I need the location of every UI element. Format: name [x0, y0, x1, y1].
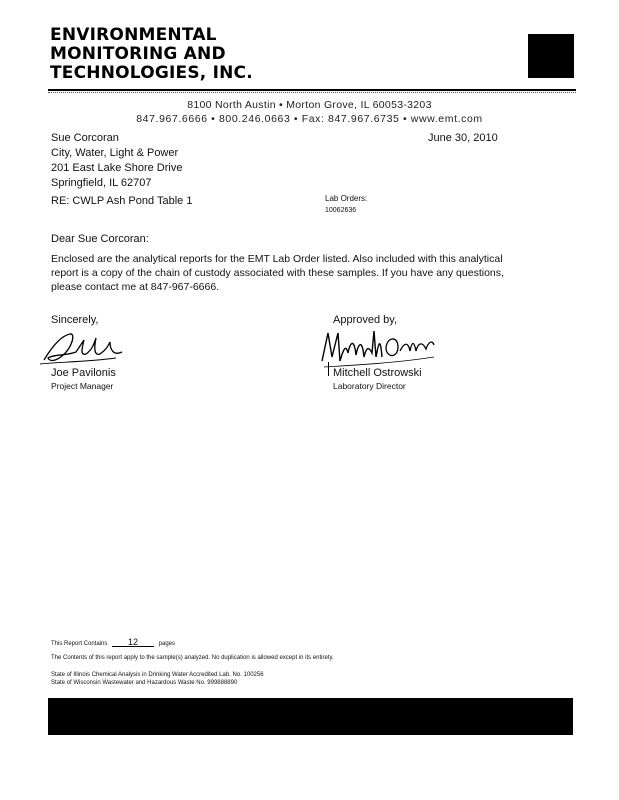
signer-left-name: Joe Pavilonis [51, 367, 116, 379]
recipient-block [51, 131, 182, 191]
recipient-org: City, Water, Light & Power [51, 147, 179, 159]
salutation: Dear Sue Corcoran: [51, 233, 149, 245]
contents-note: The Contents of this report apply to the sample(s) analyzed. No duplication is allowed except in its entirety. [51, 655, 334, 661]
recipient-street: 201 East Lake Shore Drive [51, 162, 183, 174]
signature-bar [328, 362, 329, 376]
footer-bar [48, 698, 573, 735]
re-line: RE: CWLP Ash Pond Table 1 [51, 195, 193, 207]
illinois-accreditation: State of Illinois Chemical Analysis in Drinking Water Accredited Lab. No. 100256 [51, 672, 264, 678]
recipient-city: Springfield, IL 62707 [51, 177, 152, 189]
page-count-prefix: This Report Contains [51, 641, 108, 647]
company-address: 8100 North Austin • Morton Grove, IL 60053-3203 [187, 99, 432, 111]
company-line-3: TECHNOLOGIES, INC. [50, 63, 253, 83]
signer-right-name: Mitchell Ostrowski [333, 367, 422, 379]
lab-orders-label: Lab Orders: [325, 194, 368, 203]
letterhead-divider-dotted [48, 92, 576, 93]
company-line-2: MONITORING AND [50, 44, 226, 64]
company-contact: 847.967.6666 • 800.246.0663 • Fax: 847.967.6735 • www.emt.com [136, 113, 483, 125]
page-count-line [51, 638, 175, 648]
signature-left [36, 326, 136, 368]
wisconsin-accreditation: State of Wisconsin Wastewater and Hazardous Waste No. 999888890 [51, 680, 238, 686]
letterhead-divider [48, 89, 576, 91]
company-line-1: ENVIRONMENTAL [50, 25, 217, 45]
letter-date: June 30, 2010 [428, 132, 498, 144]
closing-approved-by: Approved by, [333, 314, 398, 326]
company-name [50, 26, 253, 83]
page-count-suffix: pages [158, 641, 176, 647]
page-count-value: 12 [112, 638, 154, 647]
closing-sincerely: Sincerely, [51, 314, 99, 326]
recipient-name: Sue Corcoran [51, 132, 119, 144]
lab-order-number: 10062636 [325, 207, 357, 214]
letter-body: Enclosed are the analytical reports for the EMT Lab Order listed. Also included with this analytical report is a copy of the chain of custody associated with these samples. If you have any questions, please contact me at 847-967-6666. [51, 253, 504, 293]
signer-right-title: Laboratory Director [333, 381, 406, 391]
logo-block [528, 34, 574, 78]
signer-left-title: Project Manager [51, 381, 114, 391]
